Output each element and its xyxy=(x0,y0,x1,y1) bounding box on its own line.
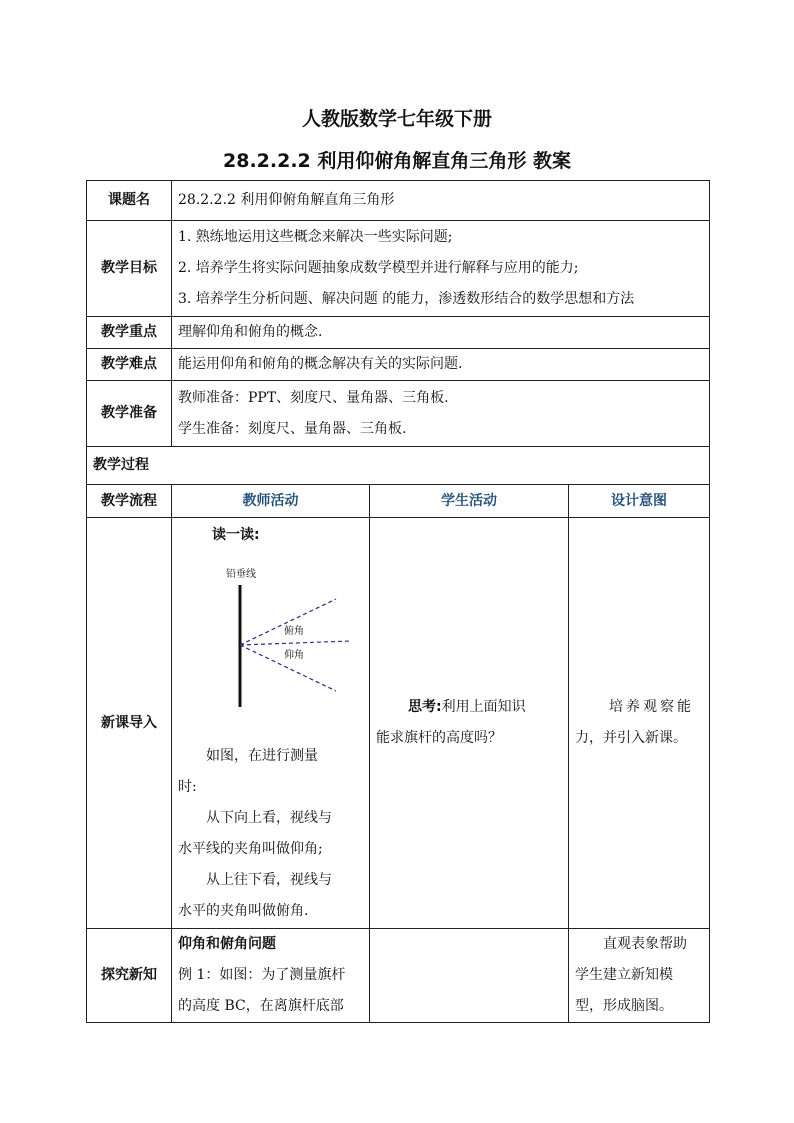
intro-student-text-1: 利用上面知识 xyxy=(441,699,526,715)
row-flow-header xyxy=(87,485,710,518)
intro-design-line-2: 力，并引入新课。 xyxy=(575,730,687,746)
topic-value: 28.2.2.2 利用仰俯角解直角三角形 xyxy=(172,181,710,221)
intro-teacher-line-2: 时: xyxy=(178,778,197,795)
goal-item-1: 1. 熟练地运用这些概念来解决一些实际问题; xyxy=(178,229,453,245)
vertical-line-label: 铅垂线 xyxy=(226,568,256,580)
prep-label: 教学准备 xyxy=(87,381,172,447)
intro-teacher-line-4: 水平线的夹角叫做仰角; xyxy=(178,840,323,857)
row-intro xyxy=(87,518,710,929)
row-explore xyxy=(87,929,710,1023)
row-preparation xyxy=(87,381,710,447)
intro-design-cell xyxy=(569,518,710,929)
prep-teacher: 教师准备：PPT、刻度尺、量角器、三角板. xyxy=(178,389,449,406)
elevation-angle-label: 仰角 xyxy=(284,649,304,661)
teacher-activity-header: 教师活动 xyxy=(172,485,370,518)
intro-student-line-1 xyxy=(376,692,562,723)
explore-student-cell xyxy=(370,929,569,1023)
explore-teacher-cell xyxy=(172,929,370,1023)
row-key-point xyxy=(87,317,710,349)
explore-teacher-line-1: 例 1：如图：为了测量旗杆 xyxy=(178,967,346,983)
intro-label: 新课导入 xyxy=(87,518,172,929)
document-title: 人教版数学七年级下册 xyxy=(301,108,492,130)
explore-design-line-1: 直观表象帮助 xyxy=(603,936,687,952)
intro-teacher-cell xyxy=(172,518,370,929)
row-topic xyxy=(87,181,710,221)
topic-label: 课题名 xyxy=(87,181,172,221)
explore-design-line-3: 型，形成脑图。 xyxy=(575,998,673,1014)
lesson-plan-table xyxy=(86,180,710,1023)
explore-design-cell xyxy=(569,929,710,1023)
row-goals xyxy=(87,221,710,317)
explore-teacher-line-2: 的高度 BC，在离旗杆底部 xyxy=(178,998,344,1014)
intro-teacher-heading: 读一读: xyxy=(212,526,260,543)
flow-label: 教学流程 xyxy=(87,485,172,518)
explore-teacher-heading: 仰角和俯角问题 xyxy=(178,936,276,952)
intro-teacher-line-6: 水平的夹角叫做俯角. xyxy=(178,902,309,919)
upward-sight-line xyxy=(240,599,336,645)
goal-item-2: 2. 培养学生将实际问题抽象成数学模型并进行解释与应用的能力; xyxy=(178,260,579,276)
explore-design-line-2: 学生建立新知模 xyxy=(575,967,673,983)
prep-student: 学生准备：刻度尺、量角器、三角板. xyxy=(178,420,407,437)
intro-student-line-2: 能求旗杆的高度吗？ xyxy=(376,730,502,746)
row-difficulty xyxy=(87,349,710,381)
prep-cell xyxy=(172,381,710,447)
depression-angle-label: 俯角 xyxy=(284,625,304,637)
difficulty-value: 能运用仰角和俯角的概念解决有关的实际问题. xyxy=(172,349,710,381)
intro-student-cell xyxy=(370,518,569,929)
goals-label: 教学目标 xyxy=(87,221,172,317)
elevation-depression-diagram xyxy=(218,555,358,715)
intro-design-line-1: 培养观察能 xyxy=(609,699,694,715)
design-intent-header: 设计意图 xyxy=(569,485,710,518)
intro-teacher-line-1: 如图，在进行测量 xyxy=(206,747,318,764)
process-label: 教学过程 xyxy=(87,447,710,485)
difficulty-label: 教学难点 xyxy=(87,349,172,381)
think-label: 思考: xyxy=(408,699,442,715)
student-activity-header: 学生活动 xyxy=(370,485,569,518)
key-label: 教学重点 xyxy=(87,317,172,349)
intro-teacher-line-5: 从上往下看，视线与 xyxy=(206,871,332,888)
horizontal-line xyxy=(240,641,350,645)
lesson-title: 28.2.2.2 利用仰俯角解直角三角形 教案 xyxy=(223,150,571,172)
row-process xyxy=(87,447,710,485)
intro-teacher-line-3: 从下向上看，视线与 xyxy=(206,809,332,826)
key-value: 理解仰角和俯角的概念. xyxy=(172,317,710,349)
explore-label: 探究新知 xyxy=(87,929,172,1023)
goals-cell xyxy=(172,221,710,317)
goal-item-3: 3. 培养学生分析问题、解决问题 的能力，渗透数形结合的数学思想和方法 xyxy=(178,291,635,307)
